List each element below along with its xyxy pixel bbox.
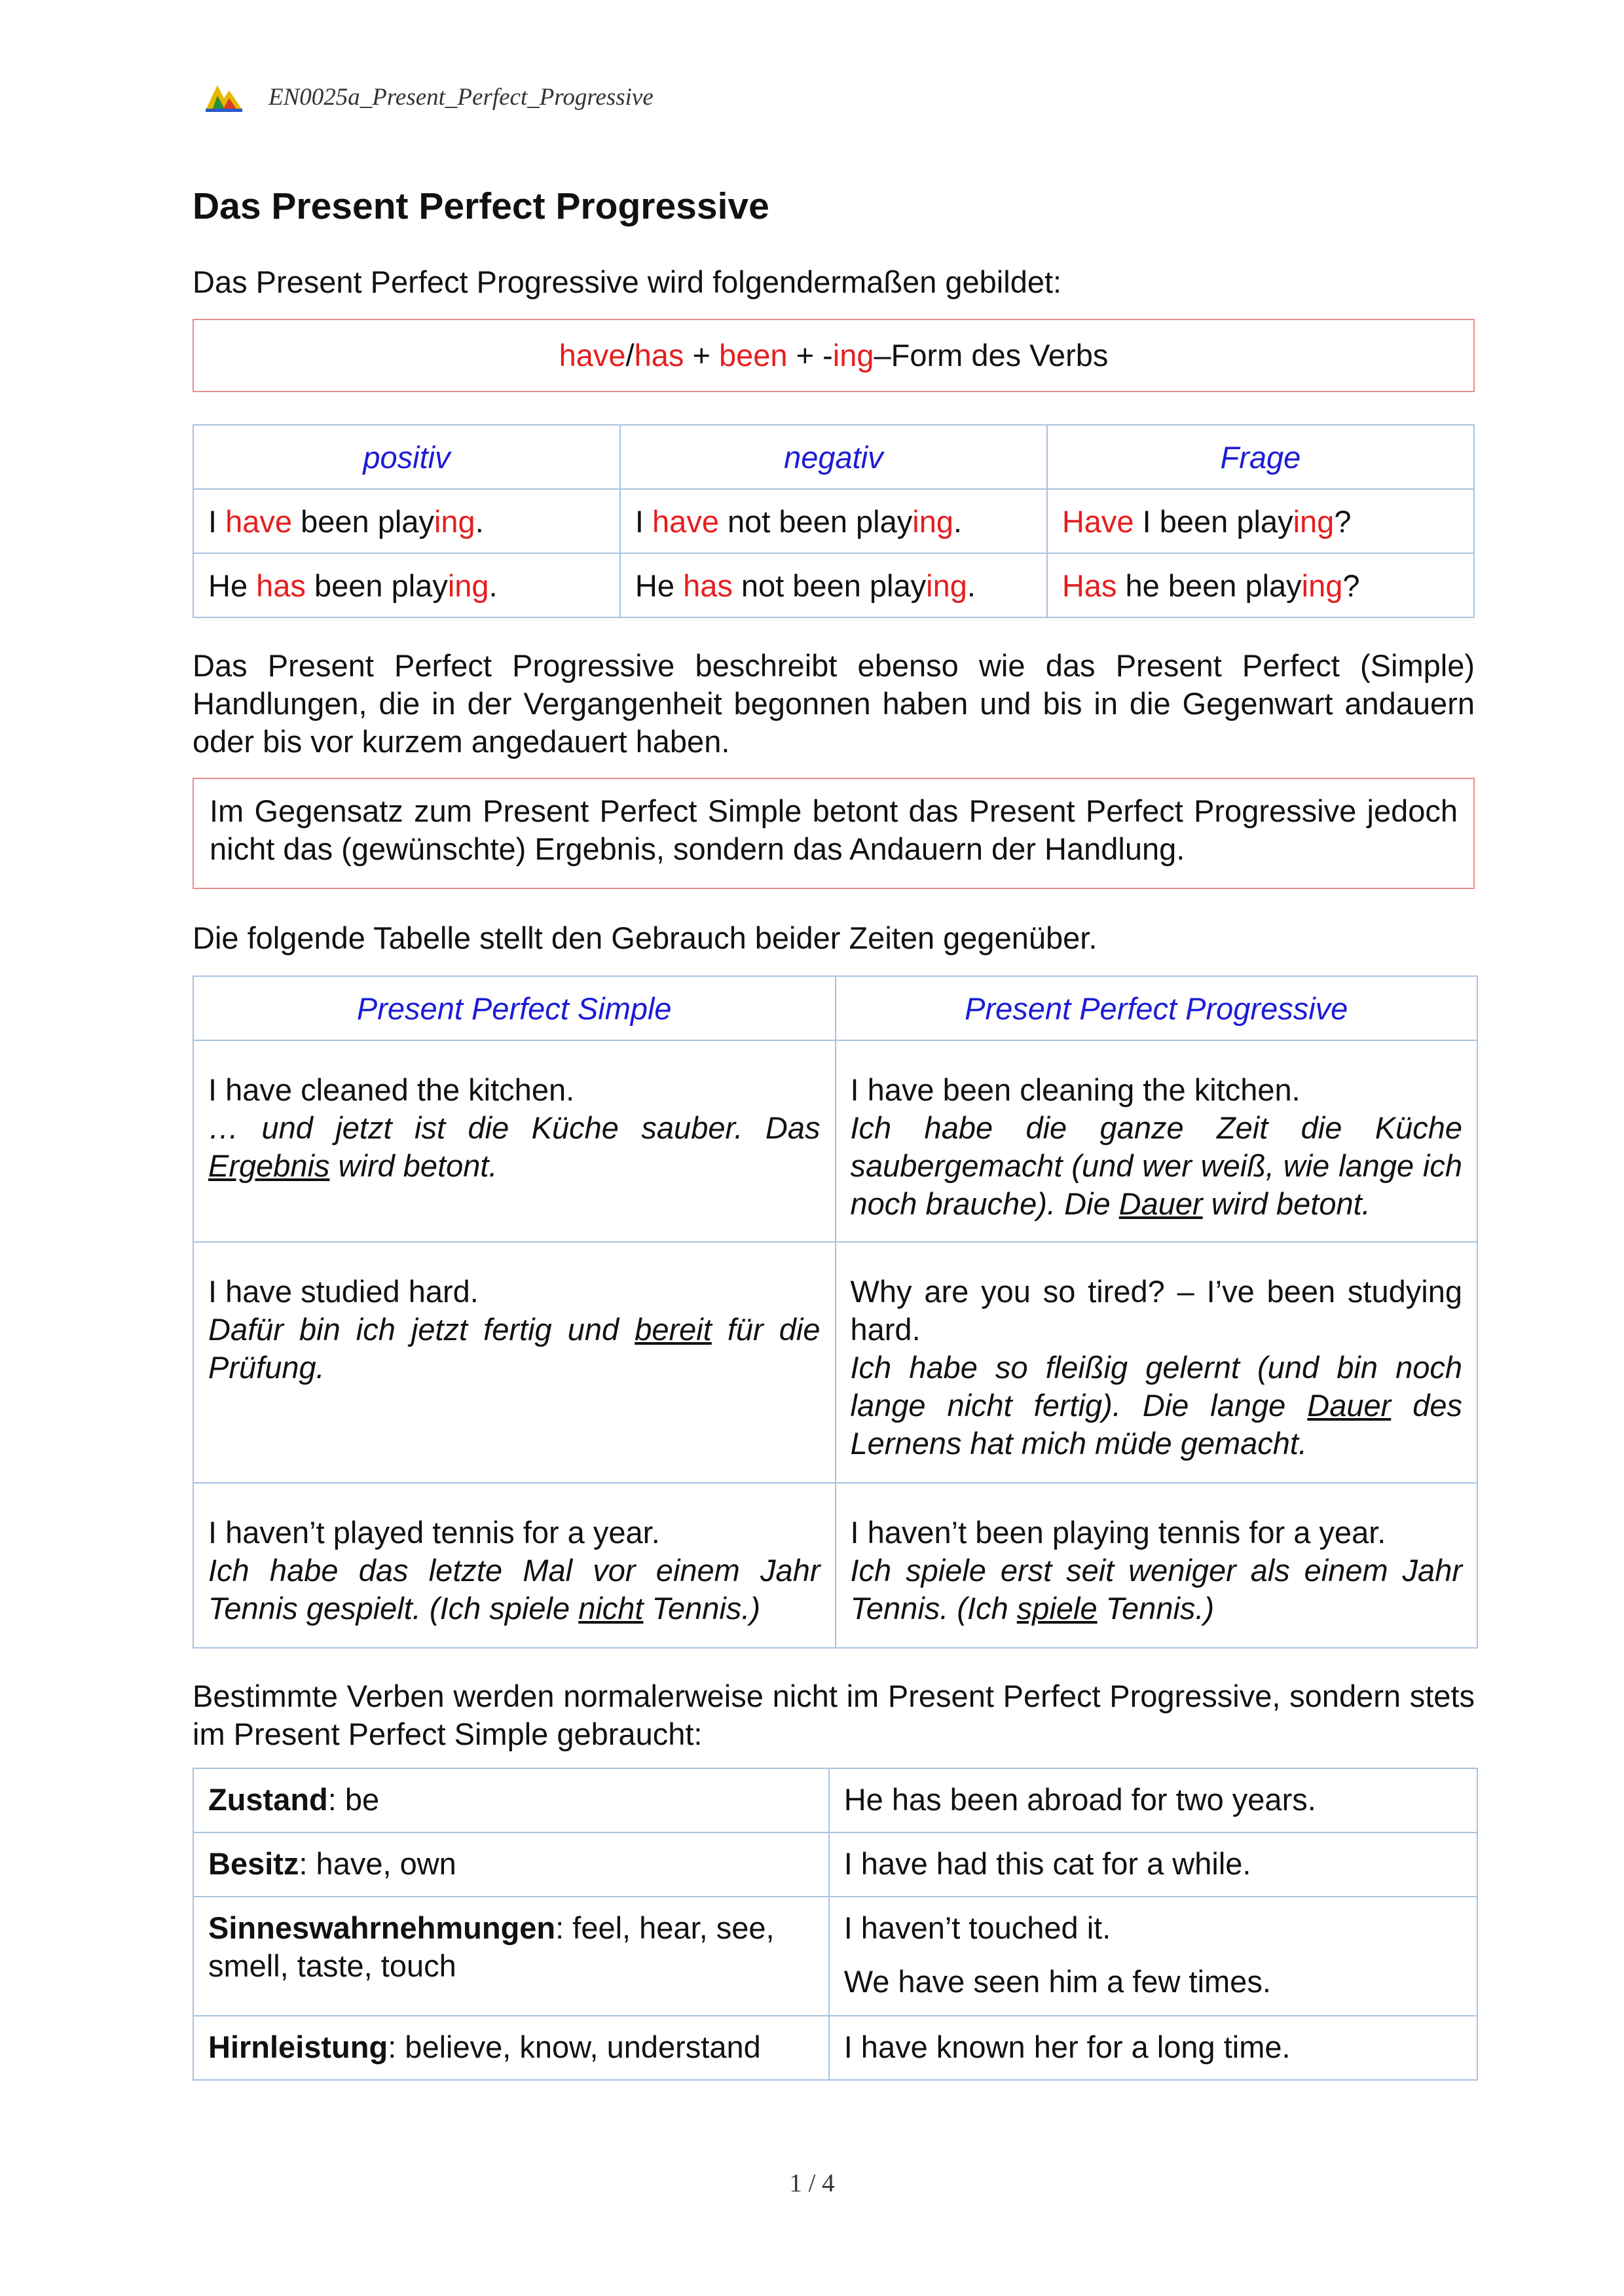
verb-category-cell: Besitz: have, own	[193, 1832, 829, 1897]
verb-example-cell: I have known her for a long time.	[829, 2016, 1477, 2080]
table-row	[193, 2016, 1477, 2080]
forms-cell: Has he been playing?	[1047, 553, 1474, 617]
verb-example-cell: I haven’t touched it. We have seen him a few times.	[829, 1897, 1477, 2016]
document-filename: EN0025a_Present_Perfect_Progressive	[268, 83, 654, 111]
comparison-cell: I have studied hard. Dafür bin ich jetzt fertig und bereit für die Prüfung.	[193, 1242, 836, 1483]
logo-icon	[203, 80, 245, 114]
intro-text: Das Present Perfect Progressive wird folgendermaßen gebildet:	[193, 264, 1062, 299]
comparison-cell: I haven’t played tennis for a year. Ich habe das letzte Mal vor einem Jahr Tennis gespielt. (Ich spiele nicht Tennis.)	[193, 1483, 836, 1648]
forms-header-question: Frage	[1047, 425, 1474, 489]
formula-plus: +	[684, 338, 719, 373]
table-row	[193, 489, 1474, 553]
table-row	[193, 1040, 1477, 1242]
formula-have: have	[559, 338, 626, 373]
comparison-header-progressive: Present Perfect Progressive	[836, 976, 1478, 1040]
forms-cell: He has not been playing.	[620, 553, 1047, 617]
forms-header-negative: negativ	[620, 425, 1047, 489]
verb-category-cell: Zustand: be	[193, 1768, 829, 1832]
forms-cell: He has been playing.	[193, 553, 620, 617]
forms-cell: I have been playing.	[193, 489, 620, 553]
compare-intro-text: Die folgende Tabelle stellt den Gebrauch beider Zeiten gegenüber.	[193, 920, 1098, 955]
verbs-intro-text: Bestimmte Verben werden normalerweise nicht im Present Perfect Progressive, sondern stets im Present Perfect Simple gebraucht:	[193, 1679, 1475, 1751]
verb-category-cell: Hirnleistung: believe, know, understand	[193, 2016, 829, 2080]
comparison-cell: Why are you so tired? – I’ve been studying hard. Ich habe so fleißig gelernt (und bin noch lange nicht fertig). Die lange Dauer des Lernens hat mich müde gemacht.	[836, 1242, 1478, 1483]
table-row	[193, 1483, 1477, 1648]
formula-box	[193, 319, 1475, 392]
page-title: Das Present Perfect Progressive	[193, 185, 769, 227]
forms-header-positive: positiv	[193, 425, 620, 489]
comparison-cell: I have cleaned the kitchen. … und jetzt ist die Küche sauber. Das Ergebnis wird betont.	[193, 1040, 836, 1242]
table-row	[193, 1832, 1477, 1897]
verb-category-cell: Sinneswahrnehmungen: feel, hear, see, smell, taste, touch	[193, 1897, 829, 2016]
table-row	[193, 1768, 1477, 1832]
comparison-header-simple: Present Perfect Simple	[193, 976, 836, 1040]
formula-been: been	[718, 338, 788, 373]
verbs-table	[193, 1768, 1478, 2081]
comparison-cell: I have been cleaning the kitchen. Ich habe die ganze Zeit die Küche saubergemacht (und wer weiß, wie lange ich noch brauche). Die Dauer wird betont.	[836, 1040, 1478, 1242]
comparison-table	[193, 975, 1478, 1649]
formula-has: has	[634, 338, 684, 373]
comparison-cell: I haven’t been playing tennis for a year. Ich spiele erst seit weniger als einem Jahr Tennis. (Ich spiele Tennis.)	[836, 1483, 1478, 1648]
forms-cell: Have I been playing?	[1047, 489, 1474, 553]
verb-example-cell: He has been abroad for two years.	[829, 1768, 1477, 1832]
page-header	[203, 77, 654, 117]
comparison-header-row	[193, 976, 1477, 1040]
formula-rest: –Form des Verbs	[874, 338, 1109, 373]
forms-table	[193, 424, 1475, 618]
table-row	[193, 1242, 1477, 1483]
table-row	[193, 1897, 1477, 2016]
table-row	[193, 553, 1474, 617]
formula-plus-dash: + -	[787, 338, 833, 373]
formula-slash: /	[625, 338, 635, 373]
page-number: 1 / 4	[789, 2169, 835, 2197]
formula-ing: ing	[832, 338, 874, 373]
description-text: Das Present Perfect Progressive beschreibt ebenso wie das Present Perfect (Simple) Handlungen, die in der Vergangenheit begonnen haben und bis in die Gegenwart andauern oder bis vor kurzem angedauert haben.	[193, 648, 1475, 759]
forms-cell: I have not been playing.	[620, 489, 1047, 553]
forms-header-row	[193, 425, 1474, 489]
note-box: Im Gegensatz zum Present Perfect Simple betont das Present Perfect Progressive jedoch nicht das (gewünschte) Ergebnis, sondern das Andauern der Handlung.	[193, 778, 1475, 889]
verb-example-cell: I have had this cat for a while.	[829, 1832, 1477, 1897]
